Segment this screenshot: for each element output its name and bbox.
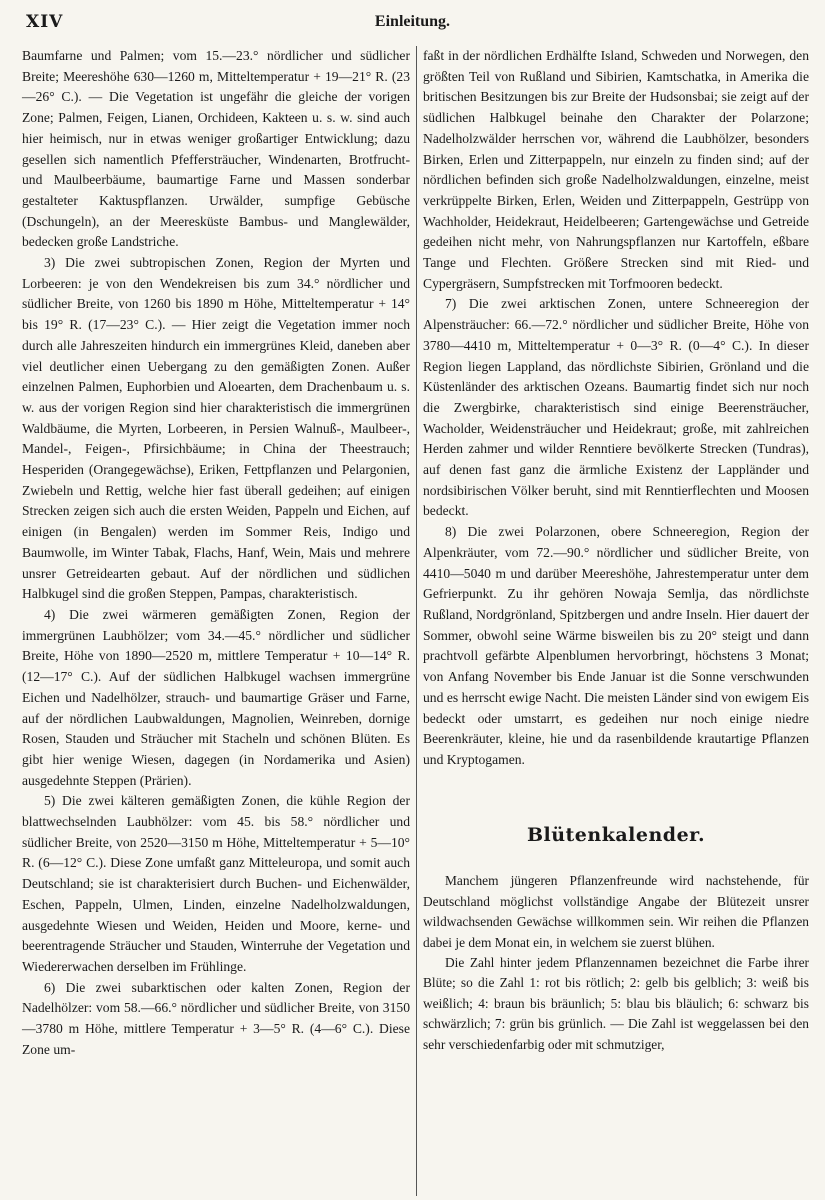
page-header xyxy=(26,12,799,40)
column-divider xyxy=(416,46,417,1196)
running-head: Einleitung. xyxy=(374,13,451,30)
paragraph-bluetenkalender-colors: Die Zahl hinter jedem Pflanzennamen bezeichnet die Farbe ihrer Blüte; so die Zahl 1: rot bis rötlich; 2: gelb bis gelblich; 3: weiß bis weißlich; 4: braun bis bräunlich; 5: blau bis bläulich; 6: schwarz bis schwärzlich; 7: grün bis grünlich. — Die Zahl ist weggelassen bei den sehr verschiedenfarbig oder mit schmutziger, xyxy=(423,954,809,1052)
paragraph-colder-temperate-zones: 5) Die zwei kälteren gemäßigten Zonen, die kühle Region der blattwechselnden Laubhölzer: vom 45. bis 58.° nördlicher und südlicher Breite, von 2520—3150 m Höhe, Mitteltemperatur + 5—10° R. (6—12° C.). Diese Zone umfaßt ganz Mitteleuropa, und somit auch Deutschland; sie ist charakterisiert durch Buchen- und Eichenwälder, Eschen, Pappeln, Ulmen, Linden, einzelne Nadelholzwaldungen, ausgedehnte Wiesen und Weiden, Heiden und Moore, kerne- und beerentragende Sträucher und Stauden, Winterruhe der Vegetation und Wiedererwachen derselben im Frühlinge. xyxy=(22,793,410,974)
paragraph-subtropical-zones: 3) Die zwei subtropischen Zonen, Region der Myrten und Lorbeeren: je von den Wendekreisen bis zum 34.° nördlicher und südlicher Breite, von 1260 bis 1890 m Höhe, Mitteltemperatur + 14° bis 19° R. (17—23° C.). — Hier zeigt die Vegetation immer noch durch alle Jahreszeiten hindurch ein immergrünes Kleid, daneben aber viel deutlicher einen Uebergang zu den gemäßigten Zonen. Außer einzelnen Palmen, Euphorbien und Aloearten, dem Drachenbaum u. s. w. aus der vorigen Region sind hier charakteristisch die immergrünen Waldbäume, die Myrten, Lorbeeren, in Persien Walnuß-, Maulbeer-, Mandel-, Feigen-, Pfirsichbäume; in China der Theestrauch; Hesperiden (Orangegewächse), Eriken, Fettpflanzen und Pelargonien, Zwiebeln und Rettig, welche hier fast überall gedeihen; auf einigen Strecken zeigen sich auch die ersten Weiden, Pappeln und Eichen, auf einigen (in Bengalen) werden im Sommer Reis, Indigo und Baumwolle, im Winter Tabak, Flachs, Hanf, Wein, Mais und mehrere unsrer Getreidearten gebaut. Auf der nördlichen und südlichen Halbkugel sind die großen Steppen, Pampas, charakteristisch. xyxy=(22,255,410,602)
paragraph-bluetenkalender-intro: Manchem jüngeren Pflanzenfreunde wird nachstehende, für Deutschland möglichst vollständige Angabe der Blütezeit unsrer wildwachsenden Gewächse willkommen sein. Wir reihen die Pflanzen dabei je dem Monat ein, in welchem sie zuerst blühen. xyxy=(423,873,809,950)
right-column xyxy=(423,46,809,1055)
paragraph-polar-zones: 8) Die zwei Polarzonen, obere Schneeregion, Region der Alpenkräuter, vom 72.—90.° nördlicher und südlicher Breite, von 4410—5040 m und darüber Meereshöhe, Jahrestemperatur unter dem Gefrierpunkt. Zu ihr gehören Nowaja Semlja, das nördlichste Rußland, Nordgrönland, Spitzbergen und andre Inseln. Hier dauert der Sommer, obwohl seine Wärme bisweilen bis zu 20° steigt und dann prachtvoll gefärbte Alpenblumen hervorbringt, höchstens 3 Monat; von Anfang November bis Ende Januar ist die Sonne verschwunden und es herrscht ewige Nacht. Die meisten Länder sind von ewigem Eis bedeckt oder umstarrt, es gedeihen nur noch einige niedre Beerenkräuter, kleine, hie und da rasenbildende krautartige Pflanzen und Kryptogamen. xyxy=(423,524,809,767)
section-title-bluetenkalender: Blütenkalender. xyxy=(526,823,706,846)
paragraph-zone-2-continued: Baumfarne und Palmen; vom 15.—23.° nördlicher und südlicher Breite; Meereshöhe 630—1260 m, Mitteltemperatur + 19—21° R. (23—26° C.). — Die Vegetation ist ungefähr die gleiche der vorigen Zone; Palmen, Feigen, Lianen, Orchideen, Kakteen u. s. w. sind auch hier heimisch, nur in etwas weniger großartiger Entwicklung; dazu gesellen sich namentlich Pfeffersträucher, Windenarten, Brotfrucht- und Maulbeerbäume, baumartige Farne und Massen sonderbar gestalteter Kaktuspflanzen. Urwälder, sumpfige Gebüsche (Dschungeln), an der Meeresküste Bambus- und Manglewälder, bedecken große Landstriche. xyxy=(22,48,410,250)
paragraph-subarctic-zones: 6) Die zwei subarktischen oder kalten Zonen, Region der Nadelhölzer: vom 58.—66.° nördlicher und südlicher Breite, von 3150—3780 m Höhe, mittlere Temperatur + 3—5° R. (4—6° C.). Diese Zone um- xyxy=(22,979,410,1057)
page-number: XIV xyxy=(26,12,64,32)
paragraph-subarctic-continued: faßt in der nördlichen Erdhälfte Island, Schweden und Norwegen, den größten Teil von Rußland und Sibirien, Kamtschatka, in Amerika die britischen Besitzungen bis zur Breite der Hudsonsbai; sie zeigt auf der südlichen Halbkugel beinahe den Charakter der Polarzone; Nadelholzwälder herrschen vor, während die Laubhölzer, besonders Birken, Erlen und Zitterpappeln, nur einzeln zu finden sind; auf der nördlichen befinden sich große Nadelholzwaldungen, einzelne, meist verkrüppelte Birken, Erlen, Weiden und Zitterpappeln, Gestrüpp von Wachholder, Heidekraut, Heidelbeeren; Gartengewächse und Getreide gedeihen nicht mehr, von Nahrungspflanzen nur Kartoffeln, eßbare Tange und Flechten. Größere Strecken sind mit Ried- und Cypergräsern, Sumpfstrecken mit Torfmooren bedeckt. xyxy=(423,48,809,291)
paragraph-arctic-zones: 7) Die zwei arktischen Zonen, untere Schneeregion der Alpensträucher: 66.—72.° nördlicher und südlicher Breite, Höhe von 3780—4410 m, Mitteltemperatur + 0—3° R. (0—4° C.). In dieser Region liegen Lappland, das nördlichste Sibirien, Grönland und die Küstenländer des arktischen Ozeans. Baumartig findet sich nur noch die Zwergbirke, charakteristisch sind einige Beerensträucher, Wacholder, Weidensträucher und Heidekraut; große, mit zahlreichen Herden zahmer und wilder Renntiere bevölkerte Strecken (Tundras), auf denen fast ganz die ärmliche Existenz der Lappländer und nordsibirischen Völker beruht, sind mit Renntierflechten und Moosen bedeckt. xyxy=(423,296,809,519)
paragraph-warmer-temperate-zones: 4) Die zwei wärmeren gemäßigten Zonen, Region der immergrünen Laubhölzer; vom 34.—45.° nördlicher und südlicher Breite, Höhe von 1890—2520 m, mittlere Temperatur + 10—14° R. (12—17° C.). Auf der südlichen Halbkugel wachsen immergrüne Eichen und Nadelhölzer, strauch- und baumartige Gräser und Farne, auf der nördlichen Laubwaldungen, Magnolien, Weinreben, dornige Rosen, Stauden und Sträucher mit Stacheln und schönen Blüten. Es gibt hier wenige Wiesen, dagegen (in Nordamerika und Asien) ausgedehnte Steppen (Prärien). xyxy=(22,606,410,788)
left-column xyxy=(22,46,410,1060)
